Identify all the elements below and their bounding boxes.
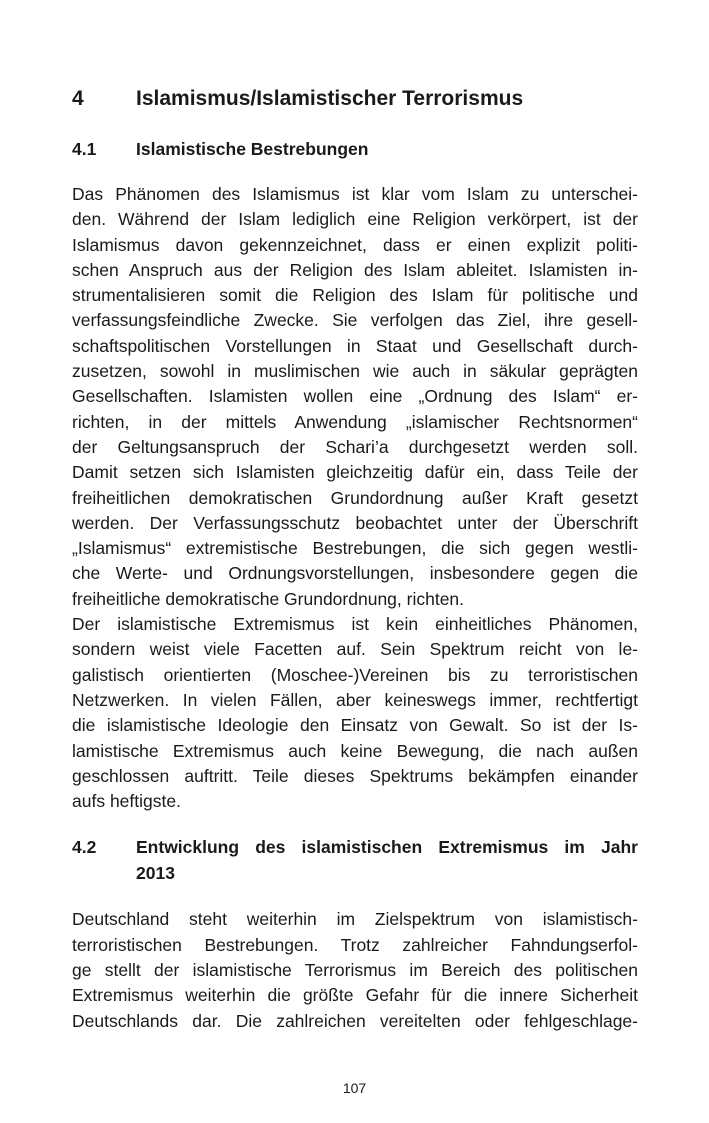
- text-line: den. Während der Islam lediglich eine Religion verkörpert, ist der: [72, 209, 638, 230]
- text-line: die islamistische Ideologie den Einsatz von Gewalt. So ist der Is-: [72, 715, 638, 736]
- text-line: lamistische Extremismus auch keine Bewegung, die nach außen: [72, 740, 638, 761]
- text-line: strumentalisieren somit die Religion des Islam für politische und: [72, 285, 638, 306]
- chapter-heading: [72, 84, 638, 114]
- section-title-line: 2013: [136, 863, 175, 884]
- section-heading-4-2: [72, 834, 638, 886]
- text-line: „Islamismus“ extremistische Bestrebungen, die sich gegen westli-: [72, 538, 638, 559]
- text-line: Deutschlands dar. Die zahlreichen vereitelten oder fehlgeschlage-: [72, 1010, 638, 1031]
- text-line: Netzwerken. In vielen Fällen, aber keineswegs immer, rechtfertigt: [72, 689, 638, 710]
- text-line: Das Phänomen des Islamismus ist klar vom Islam zu unterschei-: [72, 184, 638, 204]
- section-4-2-paragraph-1: [72, 907, 638, 1033]
- chapter-title: Islamismus/Islamistischer Terrorismus: [136, 87, 524, 110]
- text-line: geschlossen auftritt. Teile dieses Spektrums bekämpfen einander: [72, 765, 638, 786]
- text-line: Deutschland steht weiterhin im Zielspektrum von islamistisch-: [72, 909, 638, 930]
- page-number: 107: [342, 1080, 367, 1096]
- text-line: richten, in der mittels Anwendung „islamischer Rechtsnormen“: [72, 411, 638, 432]
- section-title: Islamistische Bestrebungen: [136, 139, 369, 159]
- text-line: Extremismus weiterhin die größte Gefahr für die innere Sicherheit: [72, 985, 638, 1006]
- text-line: terroristischen Bestrebungen. Trotz zahlreicher Fahndungserfol-: [72, 934, 638, 955]
- text-line: Gesellschaften. Islamisten wollen eine „Ordnung des Islam“ er-: [72, 386, 638, 407]
- text-line: schaftspolitischen Vorstellungen in Staat und Gesellschaft durch-: [72, 335, 638, 356]
- section-title-line: Entwicklung des islamistischen Extremismus im Jahr: [136, 837, 638, 858]
- text-line: verfassungsfeindliche Zwecke. Sie verfolgen das Ziel, ihre gesell-: [72, 310, 638, 331]
- text-line: werden. Der Verfassungsschutz beobachtet unter der Überschrift: [72, 512, 638, 533]
- text-line: galistisch orientierten (Moschee-)Vereinen bis zu terroristischen: [72, 664, 638, 685]
- section-4-1-paragraph-1: [72, 182, 638, 612]
- text-line: der Geltungsanspruch der Schari’a durchgesetzt werden soll.: [72, 436, 638, 457]
- text-line: aufs heftigste.: [72, 791, 181, 812]
- text-line: schen Anspruch aus der Religion des Islam ableitet. Islamisten in-: [72, 259, 638, 280]
- text-line: che Werte- und Ordnungsvorstellungen, insbesondere gegen die: [72, 563, 638, 584]
- chapter-number: 4: [72, 87, 84, 110]
- text-line: Damit setzen sich Islamisten gleichzeitig dafür ein, dass Teile der: [72, 462, 638, 483]
- text-line: sondern weist viele Facetten auf. Sein Spektrum reicht von le-: [72, 639, 638, 660]
- text-line: Islamismus davon gekennzeichnet, dass er einen explizit politi-: [72, 234, 638, 255]
- section-number: 4.1: [72, 139, 97, 159]
- section-heading-4-1: [72, 136, 638, 162]
- page-content: [72, 84, 638, 1034]
- text-line: ge stellt der islamistische Terrorismus im Bereich des politischen: [72, 960, 638, 981]
- text-line: freiheitlichen demokratischen Grundordnung außer Kraft gesetzt: [72, 487, 638, 508]
- text-line: zusetzen, sowohl in muslimischen wie auch in säkular geprägten: [72, 361, 638, 382]
- text-line: Der islamistische Extremismus ist kein einheitliches Phänomen,: [72, 614, 638, 635]
- section-number: 4.2: [72, 837, 97, 858]
- text-line: freiheitliche demokratische Grundordnung, richten.: [72, 588, 465, 609]
- section-4-1-paragraph-2: [72, 612, 638, 814]
- section-title: [136, 834, 638, 886]
